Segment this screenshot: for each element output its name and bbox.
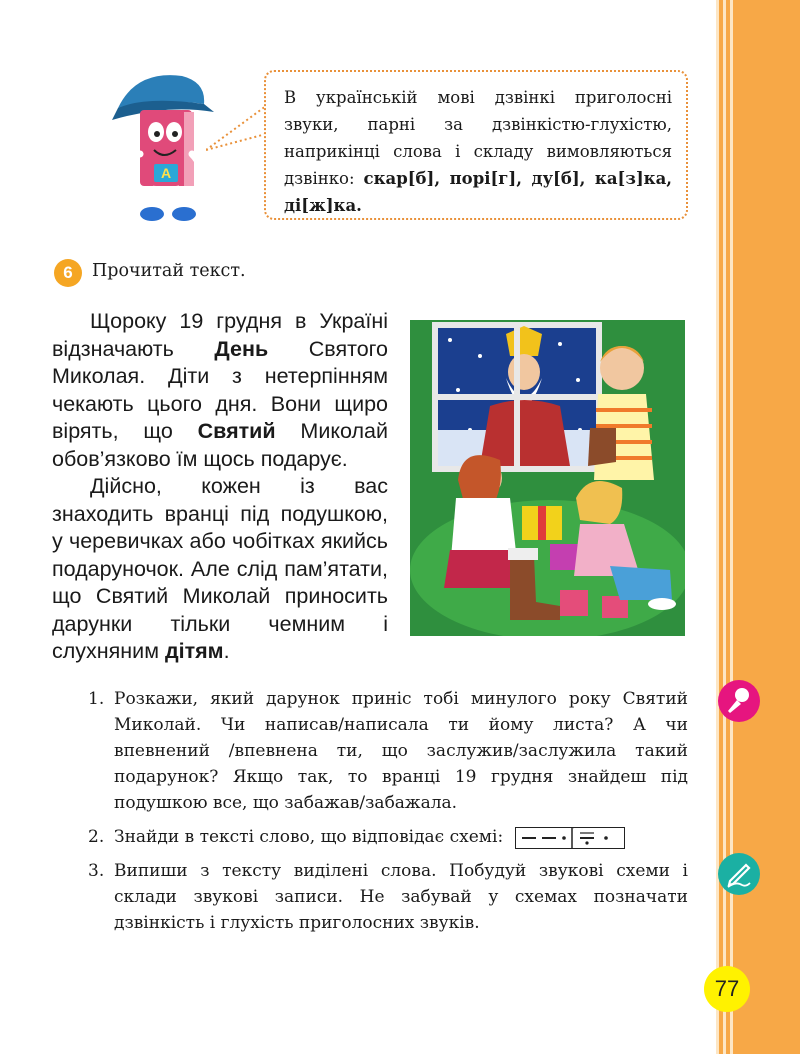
task-number: 3.	[88, 861, 105, 881]
task-number: 2.	[88, 827, 105, 847]
exercise-number-badge: 6	[54, 259, 82, 287]
task-text: Випиши з тексту виділені слова. Побудуй звукові схеми і склади звукові записи. Не забувай у схемах позначати дзвінкість і глухість приголосних звуків.	[114, 861, 688, 933]
story-text-segment: Миколай обов’язково їм щось подарує.	[52, 419, 388, 471]
microphone-icon	[718, 680, 760, 722]
rule-examples: скар[б], порі[г], ду[б], ка[з]ка, ді[ж]ка.	[284, 169, 673, 215]
story-text-segment: .	[223, 639, 230, 663]
speech-bubble-tail	[206, 104, 268, 154]
grammar-rule-box	[264, 70, 688, 220]
page-sidebar	[716, 0, 800, 1054]
task-item	[88, 858, 688, 936]
story-paragraph-2	[52, 473, 388, 666]
st-nicholas-illustration	[410, 320, 685, 636]
highlighted-word: Святий	[197, 419, 276, 443]
task-number: 1.	[88, 689, 105, 709]
page-number: 77	[704, 966, 750, 1012]
story-text-segment: Святого Миколая. Діти з нетерпінням чекають цього дня. Вони щиро вірять, що	[52, 336, 389, 443]
highlighted-word: День	[214, 336, 269, 361]
rule-text: В українській мові дзвінкі приголосні звуки, парні за дзвінкістю-глухістю, наприкінці слова і складу вимовляються дзвінко:	[284, 88, 672, 188]
story-text-segment: Дійсно, кожен із вас знаходить вранці під подушкою, у черевичках або чобітках якийсь подаруночок. Але слід пам’ятати, що Святий Миколай приносить дарунки тільки чемним і слухняним	[52, 474, 388, 663]
mascot-letter: А	[160, 165, 172, 181]
story-text	[52, 308, 388, 666]
highlighted-word: дітям	[164, 639, 224, 663]
task-text: Розкажи, який дарунок приніс тобі минулого року Святий Миколай. Чи написав/написала ти йому листа? А чи впевнений /впевнена ти, що заслужив/заслужила такий подарунок? Якщо так, то вранці 19 грудня знайдеш під подушкою все, що забажав/забажала.	[114, 689, 688, 813]
story-text-segment: Щороку 19 грудня в Україні відзначають	[52, 309, 388, 361]
task-text: Знайди в тексті слово, що відповідає схемі:	[114, 827, 504, 847]
word-scheme-diagram	[515, 827, 625, 849]
pen-writing-icon	[718, 853, 760, 895]
task-item	[88, 686, 688, 816]
task-item	[88, 824, 688, 850]
story-paragraph-1	[52, 308, 388, 473]
exercise-instruction: Прочитай текст.	[92, 261, 246, 281]
task-list	[88, 686, 688, 944]
